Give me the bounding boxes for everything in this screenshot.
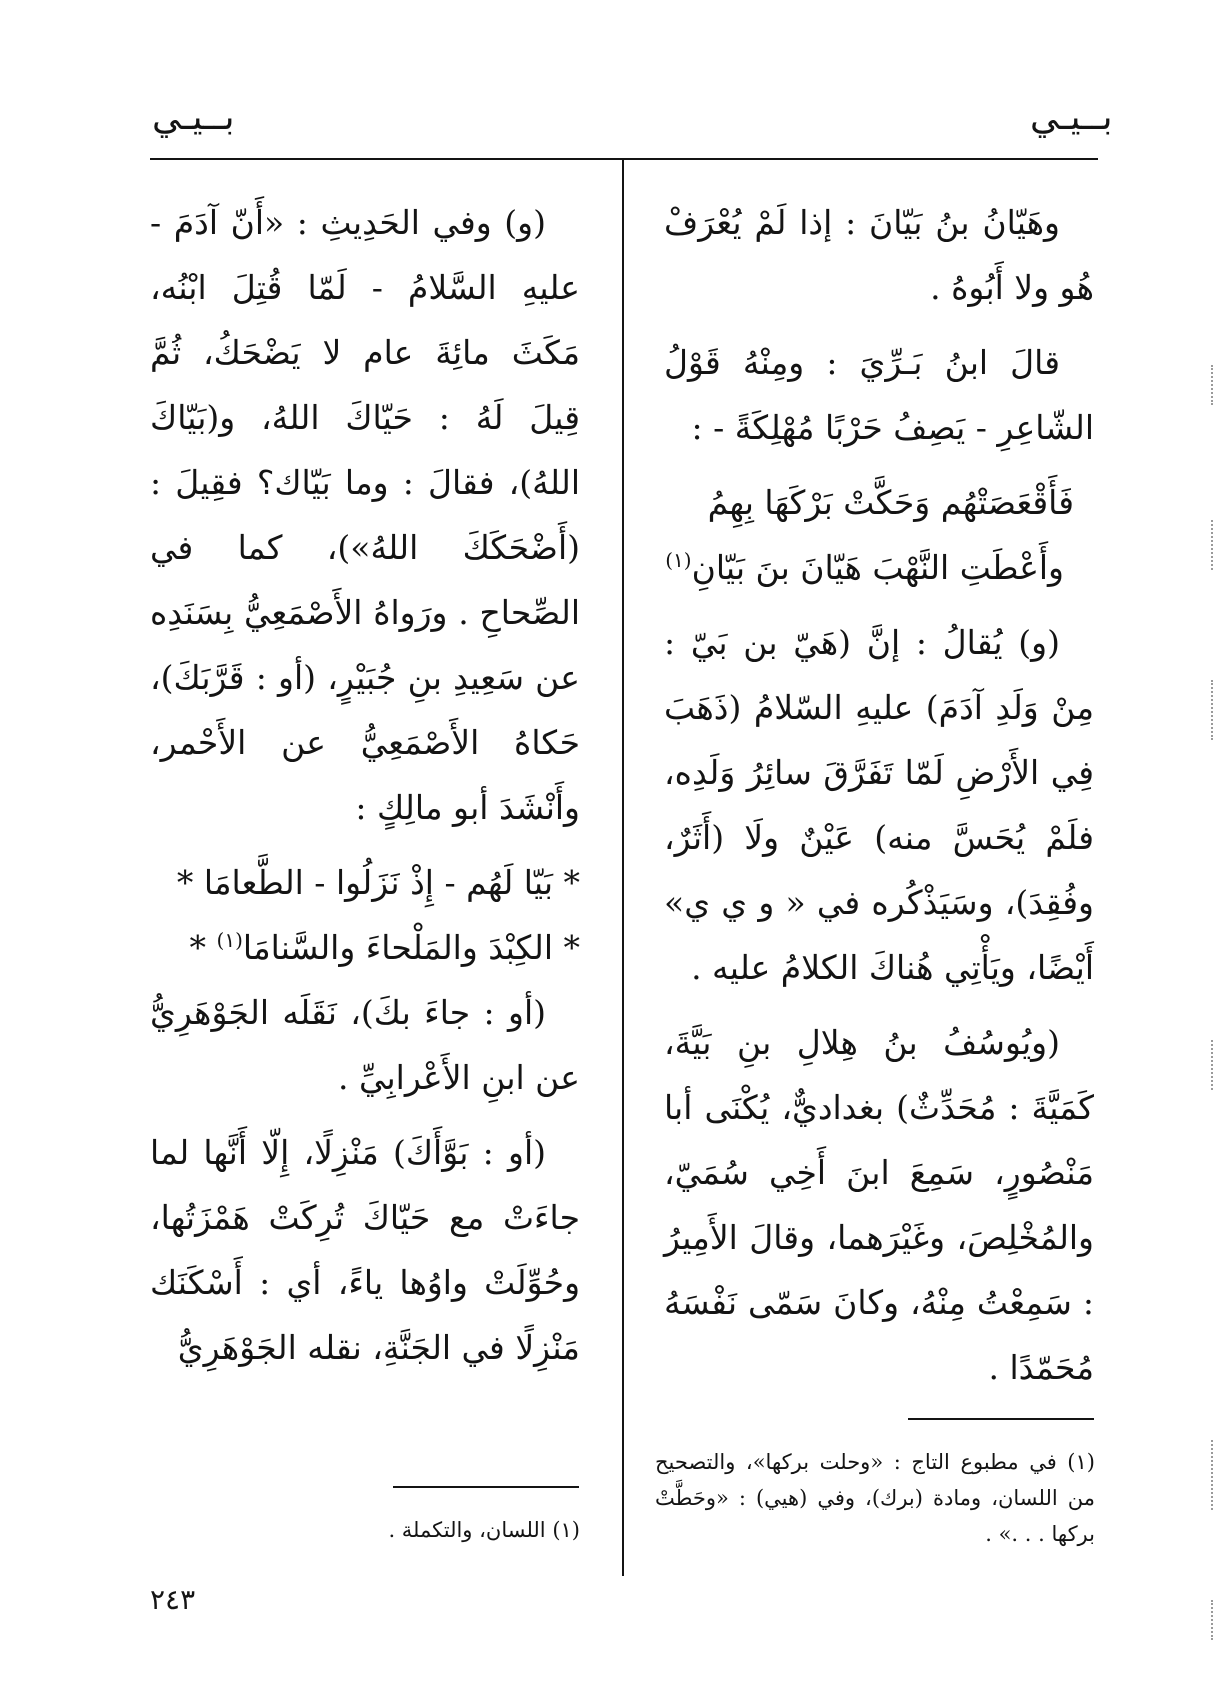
verse-line	[664, 535, 1094, 600]
verse-line: فَأَقْعَصَتْهُم وَحَكَّتْ بَرْكَهَا بِهِمُ	[707, 483, 1074, 522]
footnote-marker: (١)	[665, 548, 692, 572]
verse-text: * الكِبْدَ والمَلْحاءَ والسَّنامَا	[242, 928, 580, 967]
entry-paragraph: (و) وفي الحَدِيثِ : «أَنّ آدَمَ - عليهِ السَّلامُ - لَمّا قُتِلَ ابْنُه، مَكَثَ مائِةَ عام لا يَضْحَكُ، ثُمَّ قِيلَ لَهُ : حَيّاكَ اللهُ، و(بَيّاكَ اللهُ)، فقالَ : وما بَيّاك؟ فقِيلَ : (أَضْحَكَكَ اللهُ»)، كما في الصِّحاحِ . ورَواهُ الأَصْمَعِيُّ بِسَنَدِه عن سَعِيدِ بنِ جُبَيْرٍ، (أو : قَرَّبَكَ)، حَكاهُ الأَصْمَعِيُّ عن الأَحْمر، وأَنْشَدَ أبو مالِكٍ :	[150, 203, 580, 827]
scan-margin-dots	[1211, 1440, 1215, 1510]
entry-paragraph: (أو : بَوَّأَكَ) مَنْزِلًا، إِلّا أَنَّها لما جاءَتْ مع حَيّاكَ تُرِكَتْ هَمْزَتُها، وحُوِّلَتْ واوُها ياءً، أي : أَسْكَنَك مَنْزِلًا في الجَنَّةِ، نقله الجَوْهَرِيُّ	[150, 1133, 580, 1367]
entry-paragraph: وهَيّانُ بنُ بَيّانَ : إذا لَمْ يُعْرَفْ هُو ولا أَبُوهُ .	[664, 203, 1094, 307]
scan-margin-dots	[1211, 520, 1215, 570]
right-column	[664, 190, 1094, 1410]
footnote-right: (١) في مطبوع التاج : «وحلت بركها»، والتصحيح من اللسان، ومادة (برك)، وفي (هيي) : «وحَطَّتْ بركها . . .» .	[655, 1450, 1095, 1546]
scan-margin-dots	[1211, 365, 1215, 405]
footnote-rule-right	[908, 1418, 1094, 1420]
footnote-marker: (١)	[216, 928, 243, 952]
running-header-left: بــيـي	[152, 97, 235, 138]
page-number: ٢٤٣	[150, 1583, 196, 1616]
verse-text: وأَعْطَتِ النَّهْبَ هَيّانَ بنَ بَيّانِ	[691, 548, 1064, 587]
entry-paragraph: (أو : جاءَ بكَ)، نَقَلَه الجَوْهَرِيُّ عن ابنِ الأَعْرابِيِّ .	[150, 993, 580, 1097]
scan-margin-dots	[1211, 1600, 1215, 1640]
column-divider	[622, 158, 624, 1576]
scan-margin-dots	[1211, 1040, 1215, 1090]
entry-paragraph: (و) يُقالُ : إنَّ (هَيّ بن بَيّ : مِنْ وَلَدِ آدَمَ) عليهِ السّلامُ (ذَهَبَ فِي الأَرْضِ لَمّا تَفَرَّقَ سائِرُ وَلَدِه، فلَمْ يُحَسَّ منه) عَيْنٌ ولَا (أَثَرٌ، وفُقِدَ)، وسَيَذْكُره في « و ي ي» أَيْضًا، ويَأْتِي هُناكَ الكلامُ عليه .	[664, 623, 1094, 987]
running-header-right: بــيـي	[1030, 97, 1113, 138]
entry-paragraph: (ويُوسُفُ بنُ هِلالِ بنِ بَيَّةَ، كَمَيَّةَ : مُحَدِّثٌ) بغداديٌّ، يُكْنَى أبا مَنْصُورٍ، سَمِعَ ابنَ أَخِي سُمَيّ، والمُخْلِصَ، وغَيْرَهما، وقالَ الأَمِيرُ : سَمِعْتُ مِنْهُ، وكانَ سَمّى نَفْسَهُ مُحَمّدًا .	[664, 1023, 1094, 1387]
footnote-rule-left	[393, 1486, 579, 1488]
header-rule	[150, 158, 1098, 160]
verse-text: *	[189, 928, 217, 967]
left-column	[150, 190, 580, 1390]
verse-line	[150, 915, 580, 980]
entry-paragraph: قالَ ابنُ بَـرِّيَ : ومِنْهُ قَوْلُ الشّاعِرِ - يَصِفُ حَرْبًا مُهْلِكَةً - :	[664, 343, 1094, 447]
scan-margin-dots	[1211, 680, 1215, 740]
footnote-left: (١) اللسان، والتكملة .	[388, 1518, 580, 1542]
verse-line: * بَيّا لَهُم - إِذْ نَزَلُوا - الطَّعامَا *	[176, 863, 580, 902]
